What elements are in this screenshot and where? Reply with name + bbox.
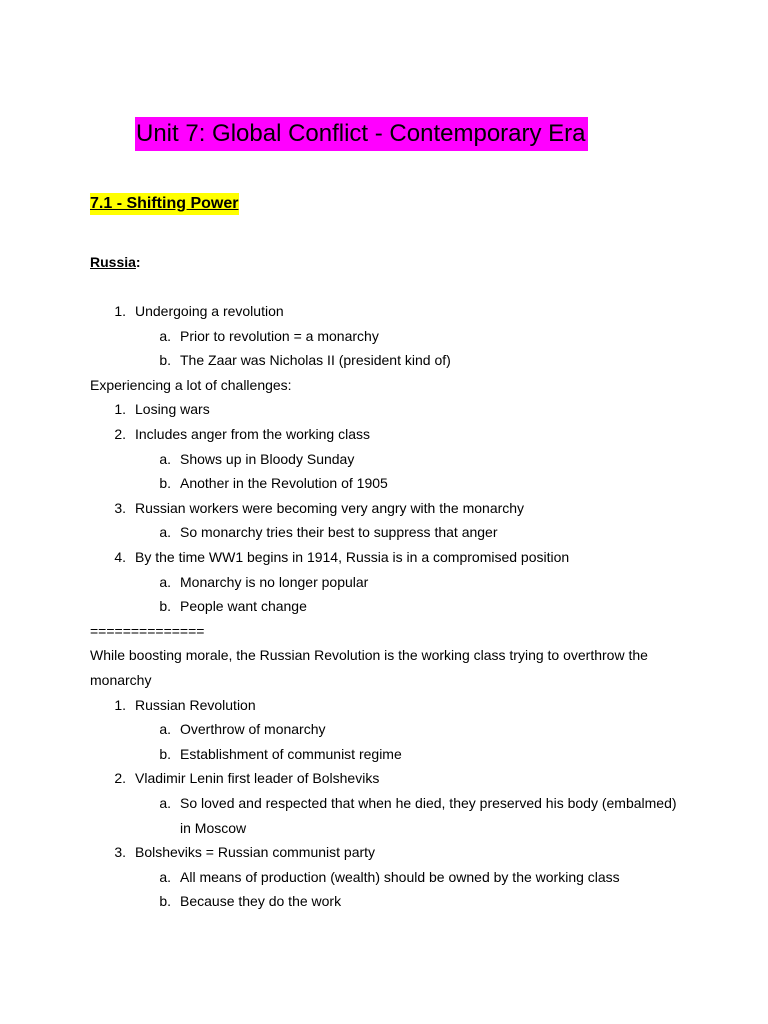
list-marker: 2.: [114, 426, 126, 442]
list-item: [0, 547, 768, 567]
list-marker: a.: [159, 721, 171, 738]
list-marker: 3.: [114, 844, 126, 861]
list-item: [0, 818, 768, 838]
subheading-label: Russia: [90, 254, 136, 270]
list-item: [0, 867, 768, 887]
list-marker: 1.: [114, 303, 126, 319]
list-item: [0, 768, 768, 788]
list-item: [0, 744, 768, 764]
list-item: [0, 891, 768, 911]
list-item: [0, 301, 768, 321]
list-item-text: Overthrow of monarchy: [180, 721, 326, 738]
list-marker: 4.: [114, 549, 126, 565]
subheading-colon: :: [135, 254, 141, 270]
list-item-text: The Zaar was Nicholas II (president kind of): [180, 352, 451, 369]
section-heading: 7.1 - Shifting Power: [90, 193, 239, 215]
list-item-text: Includes anger from the working class: [135, 426, 370, 442]
list-item: [0, 842, 768, 862]
paragraph-line: [0, 621, 768, 641]
list-item: [0, 424, 768, 444]
list-item: [0, 326, 768, 346]
list-marker: a.: [159, 573, 171, 590]
list-item-text: Vladimir Lenin first leader of Bolsheviks: [135, 770, 380, 787]
list-marker: a.: [159, 450, 171, 467]
paragraph-line: [0, 375, 768, 395]
paragraph-line: [0, 670, 768, 690]
list-item: [0, 572, 768, 592]
list-item-text: Bolsheviks = Russian communist party: [135, 844, 376, 861]
list-item: [0, 719, 768, 739]
list-item-text: Prior to revolution = a monarchy: [180, 327, 379, 344]
list-item: [0, 596, 768, 616]
list-item-text: While boosting morale, the Russian Revolution is the working class trying to overthrow the: [90, 647, 648, 664]
list-marker: b.: [159, 475, 171, 492]
list-item-text: Another in the Revolution of 1905: [180, 475, 388, 492]
list-item-text: Russian Revolution: [135, 696, 256, 713]
list-marker: a.: [159, 868, 171, 885]
list-marker: b.: [159, 352, 171, 369]
page-title: Unit 7: Global Conflict - Contemporary Era: [135, 117, 588, 151]
list-marker: 3.: [114, 499, 126, 516]
list-item-text: Experiencing a lot of challenges:: [90, 376, 292, 393]
list-item-text: So monarchy tries their best to suppress that anger: [180, 524, 498, 541]
list-item: [0, 473, 768, 493]
list-marker: a.: [159, 524, 171, 541]
list-item: [0, 522, 768, 542]
list-item: [0, 449, 768, 469]
list-marker: 1.: [114, 401, 126, 418]
list-item: [0, 793, 768, 813]
list-item-text: Undergoing a revolution: [135, 303, 284, 319]
list-marker: b.: [159, 745, 171, 762]
list-item: [0, 350, 768, 370]
paragraph-line: [0, 645, 768, 665]
list-item-text: Because they do the work: [180, 893, 342, 910]
subheading: [90, 252, 141, 272]
list-item: [0, 399, 768, 419]
list-item-text: monarchy: [90, 672, 152, 688]
list-marker: 2.: [114, 770, 126, 787]
list-marker: a.: [159, 327, 171, 344]
list-marker: 1.: [114, 696, 126, 713]
list-item-text: Establishment of communist regime: [180, 745, 402, 762]
list-item-text: Losing wars: [135, 401, 210, 418]
list-item-text: Russian workers were becoming very angry with the monarchy: [135, 499, 525, 516]
list-item-text: ==============: [90, 622, 205, 639]
list-item: [0, 695, 768, 715]
list-marker: b.: [159, 598, 171, 615]
list-item-text: People want change: [180, 598, 307, 615]
list-marker: b.: [159, 893, 171, 910]
list-item-text: So loved and respected that when he died, they preserved his body (embalmed): [180, 795, 677, 811]
list-marker: a.: [159, 795, 171, 811]
list-item-text: All means of production (wealth) should be owned by the working class: [180, 868, 620, 885]
list-item-text: in Moscow: [180, 819, 247, 836]
list-item-text: Shows up in Bloody Sunday: [180, 450, 355, 467]
list-item-text: By the time WW1 begins in 1914, Russia is in a compromised position: [135, 549, 570, 565]
list-item-text: Monarchy is no longer popular: [180, 573, 369, 590]
list-item: [0, 498, 768, 518]
